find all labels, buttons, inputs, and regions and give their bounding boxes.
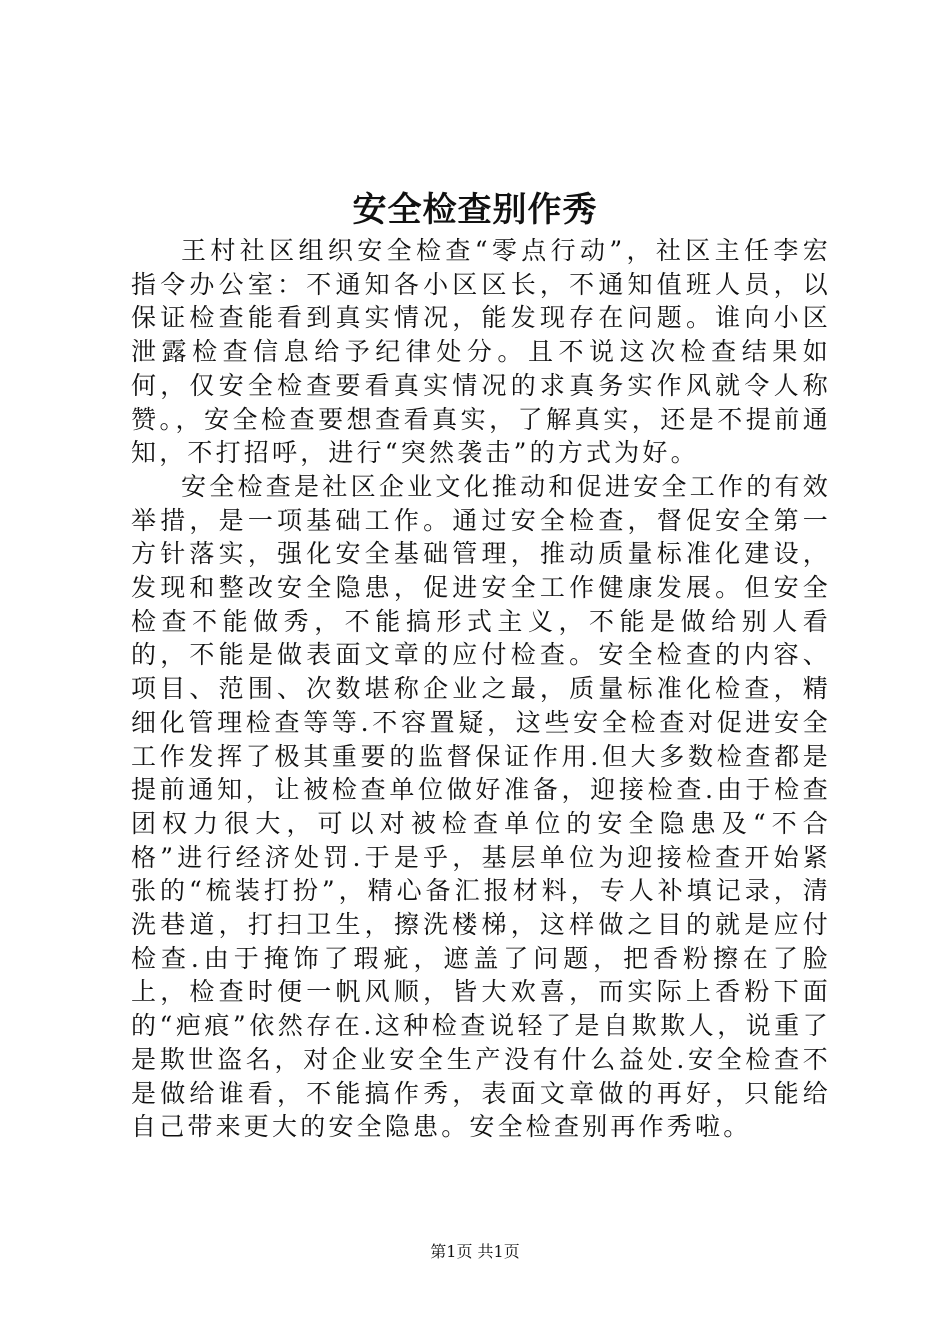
page-title: 安全检查别作秀	[352, 190, 598, 230]
document-body	[131, 234, 831, 1144]
paragraph-1: 王村社区组织安全检查“零点行动”，社区主任李宏指令办公室：不通知各小区区长，不通知值班人员，以保证检查能看到真实情况，能发现存在问题。谁向小区泄露检查信息给予纪律处分。且不说这次检查结果如何，仅安全检查要看真实情况的求真务实作风就令人称赞。，安全检查要想查看真实，了解真实，还是不提前通知，不打招呼，进行“突然袭击”的方式为好。	[131, 236, 831, 468]
paragraph-2: 安全检查是社区企业文化推动和促进安全工作的有效举措，是一项基础工作。通过安全检查，督促安全第一方针落实，强化安全基础管理，推动质量标准化建设，发现和整改安全隐患，促进安全工作健康发展。但安全检查不能做秀，不能搞形式主义，不能是做给别人看的，不能是做表面文章的应付检查。安全检查的内容、项目、范围、次数堪称企业之最，质量标准化检查，精细化管理检查等等.不容置疑，这些安全检查对促进安全工作发挥了极其重要的监督保证作用.但大多数检查都是提前通知，让被检查单位做好准备，迎接检查.由于检查团权力很大，可以对被检查单位的安全隐患及“不合格”进行经济处罚.于是乎，基层单位为迎接检查开始紧张的“梳装打扮”，精心备汇报材料，专人补填记录，清洗巷道，打扫卫生，擦洗楼梯，这样做之目的就是应付检查.由于掩饰了瑕疵，遮盖了问题，把香粉擦在了脸上，检查时便一帆风顺，皆大欢喜，而实际上香粉下面的“疤痕”依然存在.这种检查说轻了是自欺欺人，说重了是欺世盗名，对企业安全生产没有什么益处.安全检查不是做给谁看，不能搞作秀，表面文章做的再好，只能给自己带来更大的安全隐患。安全检查别再作秀啦。	[131, 471, 831, 1142]
page-number-footer: 第1页 共1页	[430, 1242, 520, 1261]
